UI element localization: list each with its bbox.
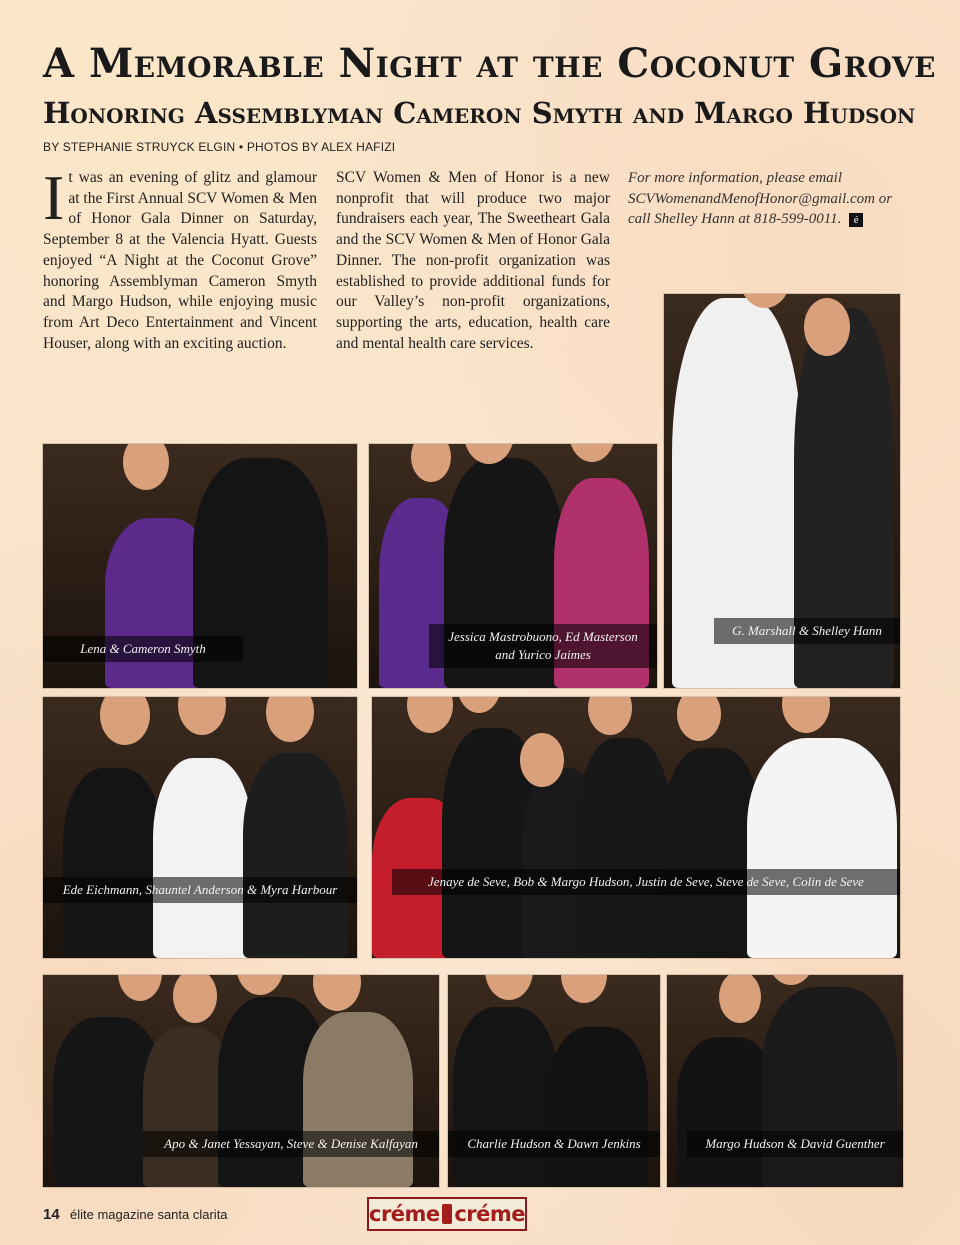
magazine-name: élite magazine santa clarita bbox=[70, 1207, 228, 1222]
article-column-2 bbox=[336, 168, 610, 354]
contact-info-text: For more information, please email SCVWomenandMenofHonor@gmail.com or call Shelley Hann at 818-599-0011. bbox=[628, 170, 893, 228]
logo-word-right: créme bbox=[454, 1202, 525, 1226]
page-number: 14 bbox=[43, 1206, 60, 1223]
article-text-2: SCV Women & Men of Honor is a new nonprofit that will produce two major fundraisers each year, The Sweetheart Gala and the SCV Women & Men of Honor Gala Dinner. The non-profit organization was established to provide additional funds for our Valley’s non-profit organizations, supporting the arts, education, health care and mental health care services. bbox=[336, 169, 610, 352]
photo-caption: Jessica Mastrobuono, Ed Masterson and Yurico Jaimes bbox=[429, 624, 657, 668]
byline: BY STEPHANIE STRUYCK ELGIN • PHOTOS BY ALEX HAFIZI bbox=[43, 140, 396, 154]
photo-marshall-shelley bbox=[664, 294, 900, 688]
photo-margo-david bbox=[667, 975, 903, 1187]
article-text-1: t was an evening of glitz and glamour at the First Annual SCV Women & Men of Honor Gala Dinner on Saturday, September 8 at the Valencia Hyatt. Guests enjoyed “A Night at the Coconut Grove” honoring Assemblyman Cameron Smyth and Margo Hudson, while enjoying music from Art Deco Entertainment and Vincent Houser, along with an exciting auction. bbox=[43, 169, 317, 352]
photo-caption: Charlie Hudson & Dawn Jenkins bbox=[448, 1131, 660, 1157]
drop-cap: I bbox=[43, 162, 65, 233]
logo-word-left: créme bbox=[369, 1202, 440, 1226]
photo-caption: Margo Hudson & David Guenther bbox=[687, 1131, 903, 1157]
photo-lena-cameron bbox=[43, 444, 357, 688]
photo-caption: G. Marshall & Shelley Hann bbox=[714, 618, 900, 644]
article-column-1 bbox=[43, 162, 317, 354]
photo-caption: Apo & Janet Yessayan, Steve & Denise Kalfayan bbox=[143, 1131, 439, 1157]
photo-caption: Jenaye de Seve, Bob & Margo Hudson, Justin de Seve, Steve de Seve, Colin de Seve bbox=[392, 869, 900, 895]
creme-de-la-creme-logo bbox=[367, 1197, 527, 1231]
photo-caption: Lena & Cameron Smyth bbox=[43, 636, 243, 662]
photo-charlie-dawn bbox=[448, 975, 660, 1187]
photo-caption: Ede Eichmann, Shauntel Anderson & Myra Harbour bbox=[43, 877, 357, 903]
logo-separator-icon bbox=[442, 1204, 453, 1224]
photo-yessayan-kalfayan bbox=[43, 975, 439, 1187]
page-title: A Memorable Night at the Coconut Grove bbox=[43, 40, 936, 87]
photo-de-seve-hudson bbox=[372, 697, 900, 958]
photo-ede-shauntel-myra bbox=[43, 697, 357, 958]
end-mark: é bbox=[849, 213, 863, 227]
page-subtitle: Honoring Assemblyman Cameron Smyth and Margo Hudson bbox=[43, 96, 916, 130]
contact-info bbox=[628, 168, 918, 230]
photo-jessica-ed-yurico bbox=[369, 444, 657, 688]
